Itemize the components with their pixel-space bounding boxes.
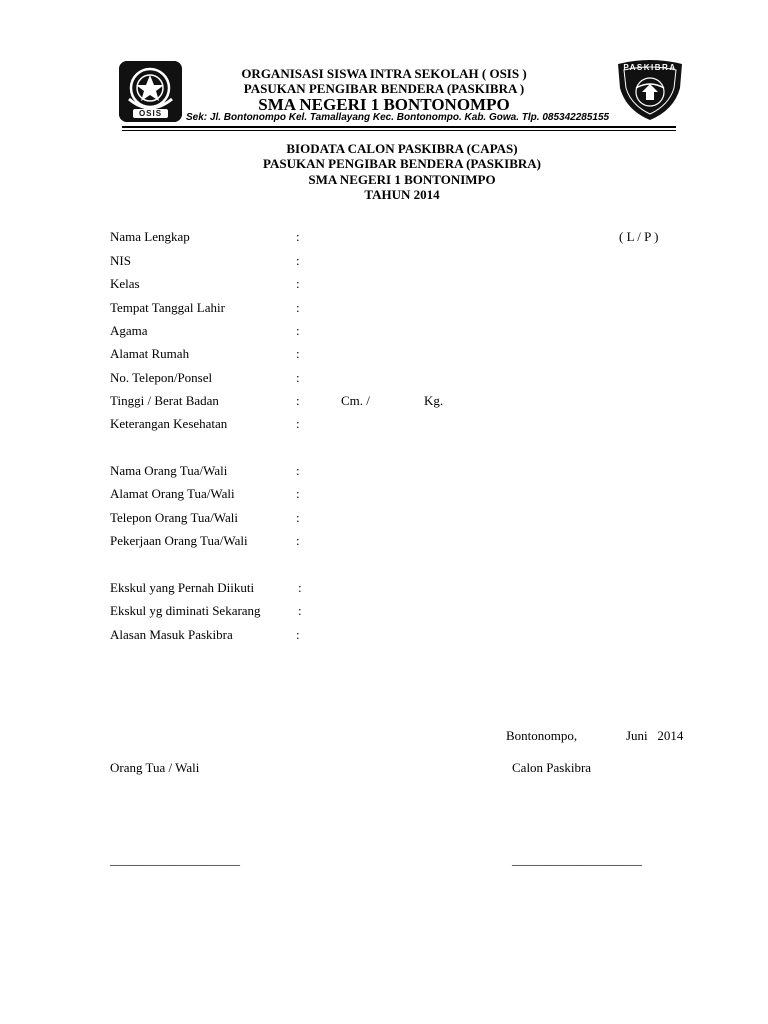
- field-label-telepon: No. Telepon/Ponsel: [110, 370, 213, 385]
- field-label-tinggi: Tinggi / Berat Badan: [110, 393, 219, 408]
- field-label-alasan: Alasan Masuk Paskibra: [110, 627, 233, 642]
- field-colon: :: [296, 253, 300, 268]
- gender-option: ( L / P ): [619, 229, 659, 244]
- signature-line-candidate: ____________________: [512, 852, 642, 867]
- field-colon: :: [296, 627, 300, 642]
- header-rule-thin: [122, 130, 676, 131]
- school-name: SMA NEGERI 1 BONTONOMPO: [258, 95, 510, 114]
- school-address: Sek: Jl. Bontonompo Kel. Tamallayang Kec. Bontonompo. Kab. Gowa. Tlp. 085342285155: [186, 112, 610, 123]
- field-label-ortu-telepon: Telepon Orang Tua/Wali: [110, 510, 239, 525]
- field-colon: :: [296, 323, 300, 338]
- field-colon: :: [296, 229, 300, 244]
- field-colon: :: [296, 346, 300, 361]
- field-colon: :: [296, 416, 300, 431]
- signature-role-parent: Orang Tua / Wali: [110, 760, 200, 775]
- field-colon: :: [296, 300, 300, 315]
- org-unit: PASUKAN PENGIBAR BENDERA (PASKIBRA ): [243, 81, 525, 96]
- field-label-agama: Agama: [110, 323, 148, 338]
- signature-date: Juni 2014: [626, 728, 684, 743]
- field-colon: :: [298, 580, 302, 595]
- field-label-alamat: Alamat Rumah: [110, 346, 190, 361]
- field-label-ttl: Tempat Tanggal Lahir: [110, 300, 225, 315]
- form-title-line3: SMA NEGERI 1 BONTONIMPO: [308, 172, 496, 187]
- field-label-ortu-alamat: Alamat Orang Tua/Wali: [110, 486, 235, 501]
- signature-line-parent: ____________________: [110, 852, 240, 867]
- field-colon: :: [296, 463, 300, 478]
- form-title-line1: BIODATA CALON PASKIBRA (CAPAS): [286, 141, 518, 156]
- field-colon: :: [296, 533, 300, 548]
- field-colon: :: [296, 510, 300, 525]
- form-title-line2: PASUKAN PENGIBAR BENDERA (PASKIBRA): [263, 156, 541, 171]
- field-colon: :: [296, 486, 300, 501]
- field-label-kelas: Kelas: [110, 276, 140, 291]
- height-unit: Cm. /: [341, 393, 370, 408]
- osis-logo-text: OSIS: [138, 109, 163, 118]
- field-label-nama: Nama Lengkap: [110, 229, 190, 244]
- signature-role-candidate: Calon Paskibra: [512, 760, 592, 775]
- field-label-kesehatan: Keterangan Kesehatan: [110, 416, 228, 431]
- field-colon: :: [296, 393, 300, 408]
- field-colon: :: [296, 276, 300, 291]
- header-rule-thick: [122, 126, 676, 128]
- paskibra-logo-text: PASKIBRA: [623, 63, 677, 72]
- field-label-ekskul-minat: Ekskul yg diminati Sekarang: [110, 603, 261, 618]
- org-name: ORGANISASI SISWA INTRA SEKOLAH ( OSIS ): [241, 66, 527, 81]
- field-label-ekskul-pernah: Ekskul yang Pernah Diikuti: [110, 580, 255, 595]
- weight-unit: Kg.: [424, 393, 444, 408]
- form-title-line4: TAHUN 2014: [364, 187, 440, 202]
- signature-place: Bontonompo,: [506, 728, 578, 743]
- field-label-nis: NIS: [110, 253, 131, 268]
- field-label-ortu-pekerjaan: Pekerjaan Orang Tua/Wali: [110, 533, 248, 548]
- field-colon: :: [296, 370, 300, 385]
- field-colon: :: [298, 603, 302, 618]
- field-label-ortu-nama: Nama Orang Tua/Wali: [110, 463, 228, 478]
